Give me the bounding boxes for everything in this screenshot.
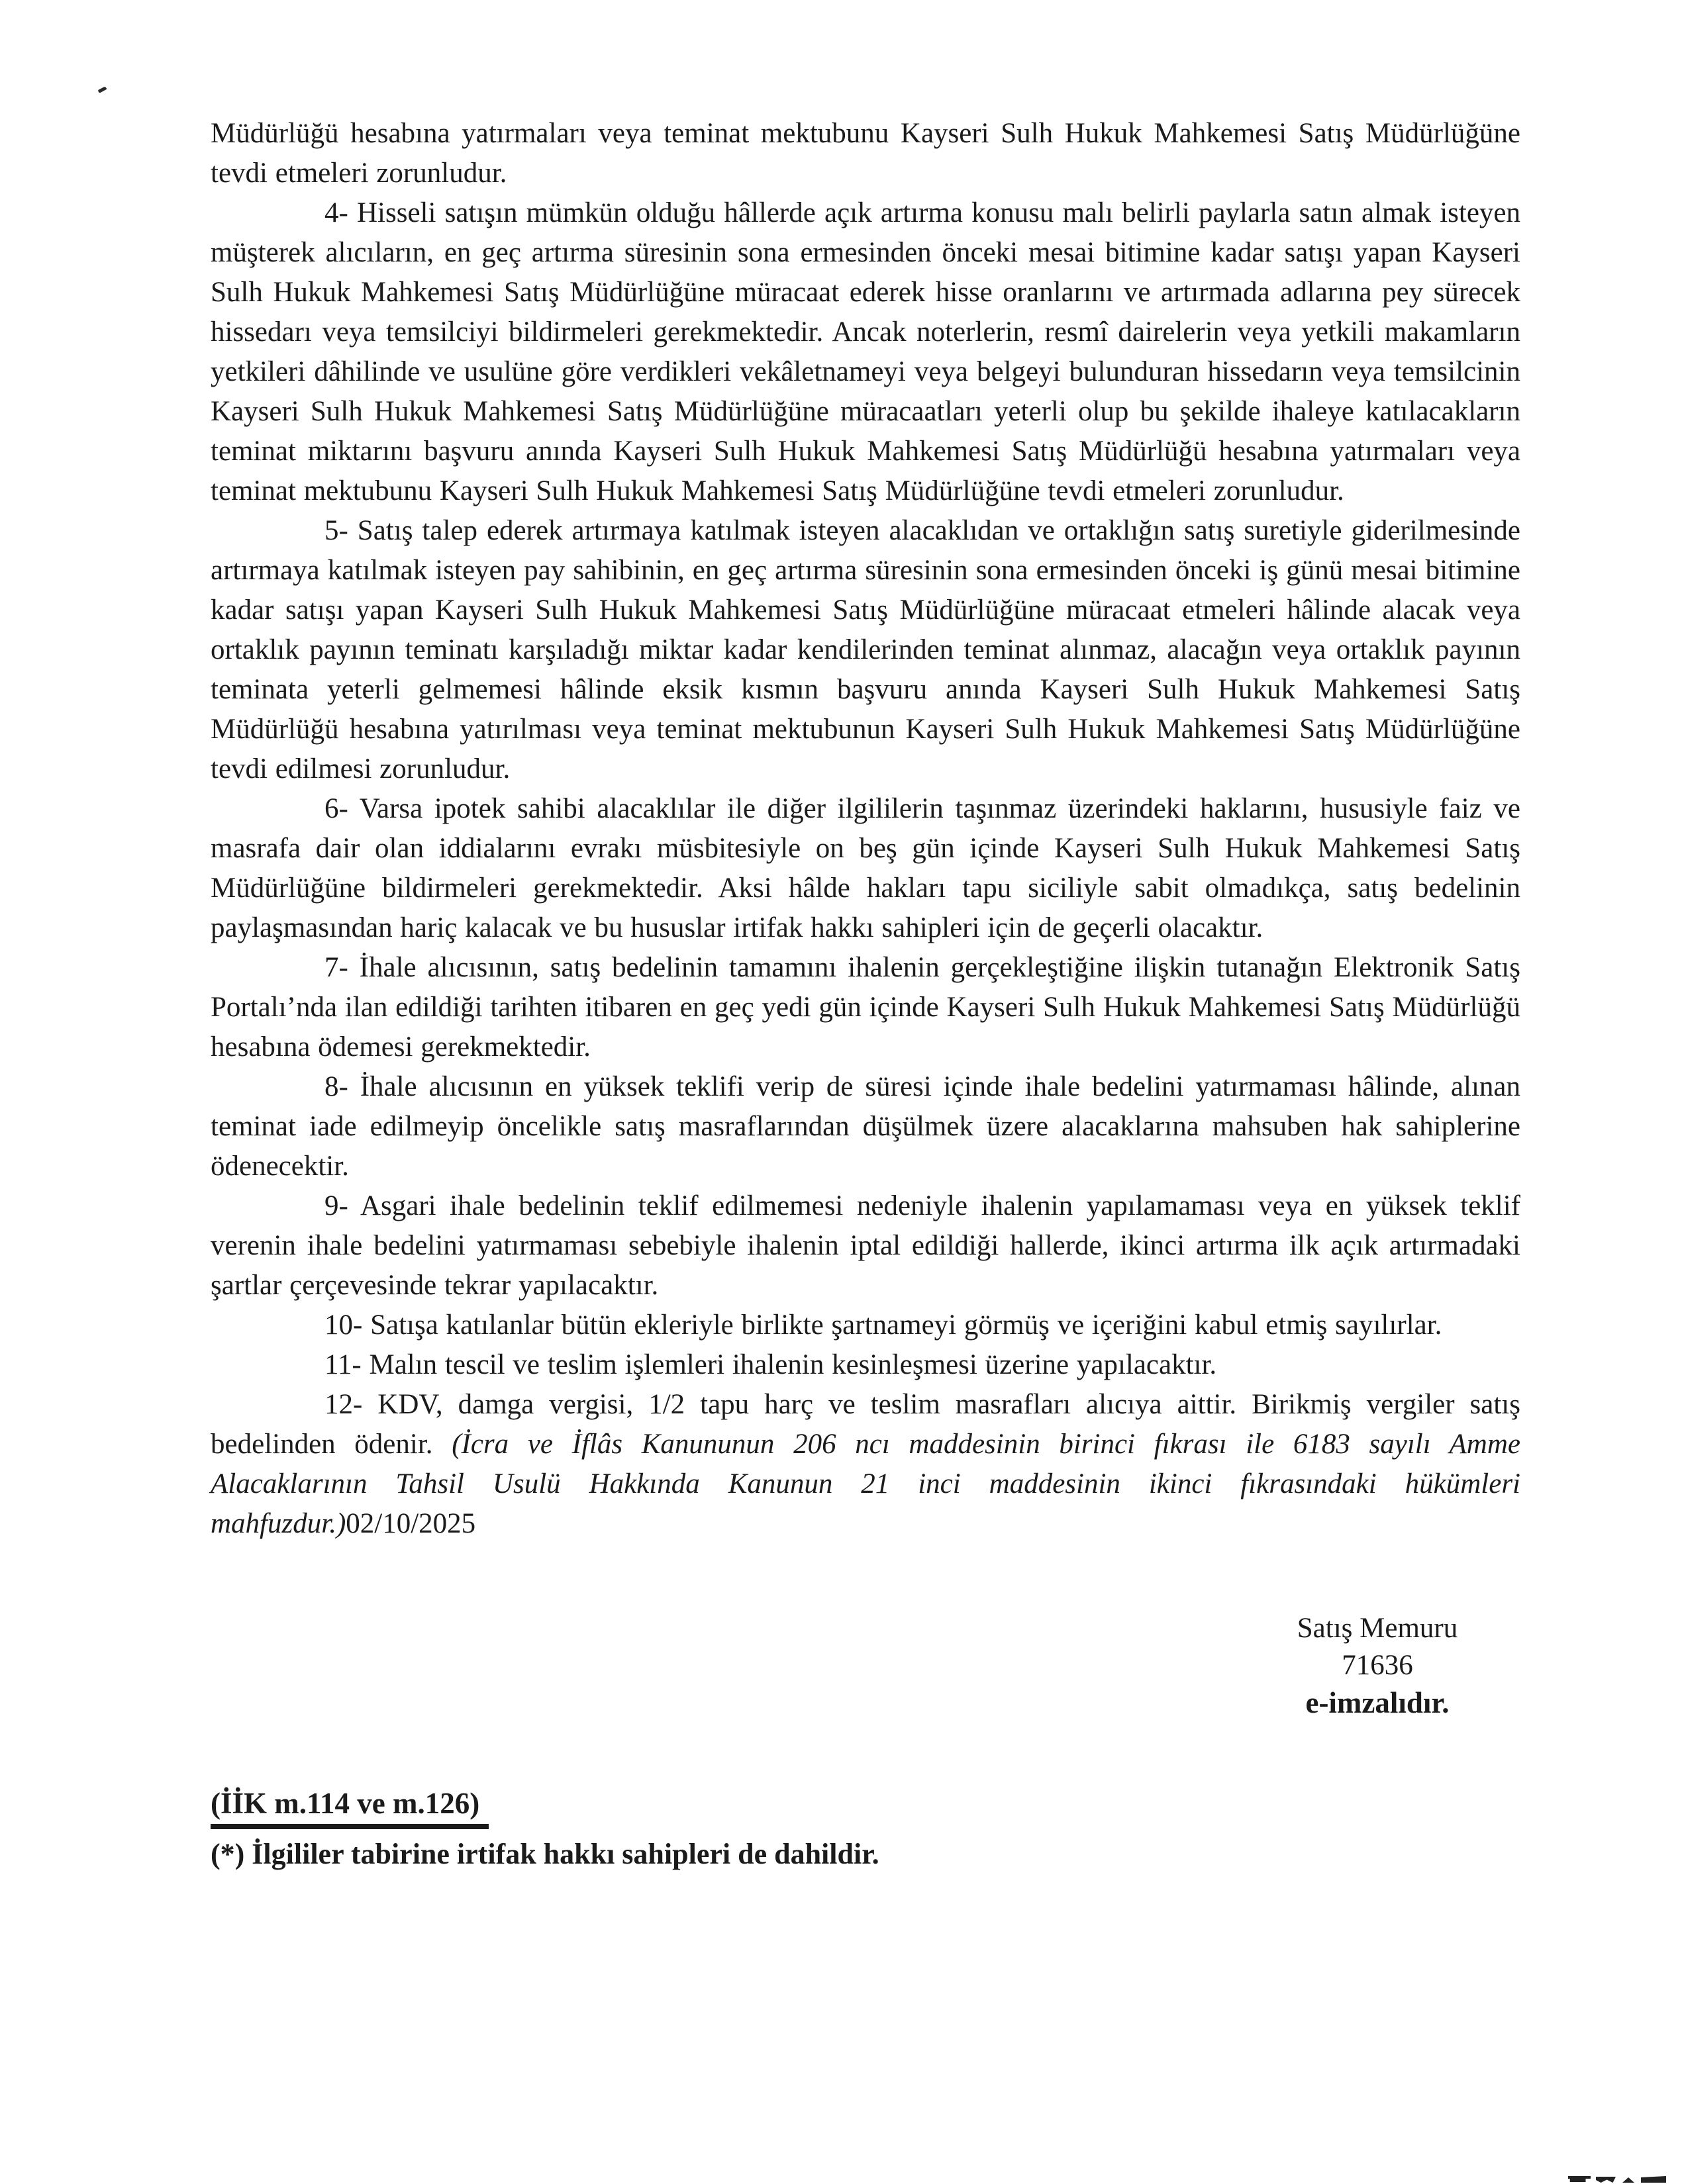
clause-5: 5- Satış talep ederek artırmaya katılmak isteyen alacaklıdan ve ortaklığın satış suretiyle giderilmesinde artırmaya katılmak isteyen pay sahibinin, en geç artırma süresinin sona ermesinden önceki iş günü mesai bitimine kadar satışı yapan Kayseri Sulh Hukuk Mahkemesi Satış Müdürlüğüne müracaat etmeleri hâlinde alacak veya ortaklık payının teminatı karşıladığı miktar kadar kendilerinden teminat alınmaz, alacağın veya ortaklık payının teminata yeterli gelmemesi hâlinde eksik kısmın başvuru anında Kayseri Sulh Hukuk Mahkemesi Satış Müdürlüğü hesabına yatırılması veya teminat mektubunun Kayseri Sulh Hukuk Mahkemesi Satış Müdürlüğüne tevdi edilmesi zorunludur. (211, 515, 1520, 784)
clause-12-citation: (İcra ve İflâs Kanununun 206 ncı maddesinin birinci fıkrası ile 6183 sayılı Amme Alacaklarının Tahsil Usulü Hakkında Kanunun 21 inci maddesinin ikinci fıkrasındaki hükümleri mahfuzdur.) (211, 1429, 1520, 1539)
clause-12-date: 02/10/2025 (346, 1508, 476, 1539)
clause-4: 4- Hisseli satışın mümkün olduğu hâllerde açık artırma konusu malı belirli paylarla satın almak isteyen müşterek alıcıların, en geç artırma süresinin sona ermesinden önceki mesai bitimine kadar satışı yapan Kayseri Sulh Hukuk Mahkemesi Satış Müdürlüğüne müracaat ederek hisse oranlarını ve artırmada adlarına pey sürecek hissedarı veya temsilciyi bildirmeleri gerekmektedir. Ancak noterlerin, resmî dairelerin veya yetkili makamların yetkileri dâhilinde ve usulüne göre verdikleri vekâletnameyi veya belgeyi bulunduran hissedarın veya temsilcinin Kayseri Sulh Hukuk Mahkemesi Satış Müdürlüğüne müracaatları yeterli olup bu şekilde ihaleye katılacakların teminat miktarını başvuru anında Kayseri Sulh Hukuk Mahkemesi Satış Müdürlüğü hesabına yatırmaları veya teminat mektubunu Kayseri Sulh Hukuk Mahkemesi Satış Müdürlüğüne tevdi etmeleri zorunludur. (211, 197, 1520, 506)
signature-title: Satış Memuru (1297, 1613, 1458, 1644)
clause-8: 8- İhale alıcısının en yüksek teklifi verip de süresi içinde ihale bedelini yatırmaması hâlinde, alınan teminat iade edilmeyip öncelikle satış masraflarından düşülmek üzere alacaklarına mahsuben hak sahiplerine ödenecektir. (211, 1071, 1520, 1182)
footer-note: (*) İlgililer tabirine irtifak hakkı sahipleri de dahildir. (211, 1838, 879, 1870)
signature-number: 71636 (1342, 1650, 1413, 1681)
signature-block (1228, 1610, 1526, 1721)
clause-6: 6- Varsa ipotek sahibi alacaklılar ile diğer ilgililerin taşınmaz üzerindeki haklarını, hususiyle faiz ve masrafa dair olan iddialarını evrakı müsbitesiyle on beş gün içinde Kayseri Sulh Hukuk Mahkemesi Satış Müdürlüğüne bildirmeleri gerekmektedir. Aksi hâlde hakları tapu siciliyle sabit olmadıkça, satış bedelinin paylaşmasından hariç kalacak ve bu hususlar irtifak hakkı sahipleri için de geçerli olacaktır. (211, 793, 1520, 943)
scan-artifact-fragment (1641, 2176, 1666, 2183)
document-body (211, 114, 1520, 1544)
clause-12 (211, 1385, 1520, 1544)
scan-artifact-fragment (1596, 2177, 1616, 2183)
paragraph-continuation: Müdürlüğü hesabına yatırmaları veya teminat mektubunu Kayseri Sulh Hukuk Mahkemesi Satış Müdürlüğüne tevdi etmeleri zorunludur. (211, 118, 1520, 189)
footer-notes (211, 1786, 1520, 1872)
scan-artifact-fragment (1622, 2177, 1634, 2183)
clause-12-lead: 12- KDV, damga vergisi, 1/2 tapu harç ve teslim masrafları alıcıya aittir. Birikmiş vergiler satış bedelinden ödenir. (211, 1389, 1520, 1460)
clause-10: 10- Satışa katılanlar bütün ekleriyle birlikte şartnameyi görmüş ve içeriğini kabul etmiş sayılırlar. (324, 1309, 1442, 1341)
scan-artifact-fragment (1568, 2176, 1591, 2182)
footer-law-reference: (İİK m.114 ve m.126) (211, 1786, 489, 1829)
clause-9: 9- Asgari ihale bedelinin teklif edilmemesi nedeniyle ihalenin yapılamaması veya en yüksek teklif verenin ihale bedelini yatırmaması sebebiyle ihalenin iptal edildiği hallerde, ikinci artırma ilk açık artırmadaki şartlar çerçevesinde tekrar yapılacaktır. (211, 1190, 1520, 1301)
scan-artifact-bottom (1568, 2175, 1667, 2184)
clause-11: 11- Malın tescil ve teslim işlemleri ihalenin kesinleşmesi üzerine yapılacaktır. (324, 1349, 1217, 1380)
clause-7: 7- İhale alıcısının, satış bedelinin tamamını ihalenin gerçekleştiğine ilişkin tutanağın Elektronik Satış Portalı’nda ilan edildiği tarihten itibaren en geç yedi gün içinde Kayseri Sulh Hukuk Mahkemesi Satış Müdürlüğü hesabına ödemesi gerekmektedir. (211, 952, 1520, 1063)
signature-esign: e-imzalıdır. (1305, 1686, 1450, 1719)
scan-artifact-speck (98, 86, 107, 93)
